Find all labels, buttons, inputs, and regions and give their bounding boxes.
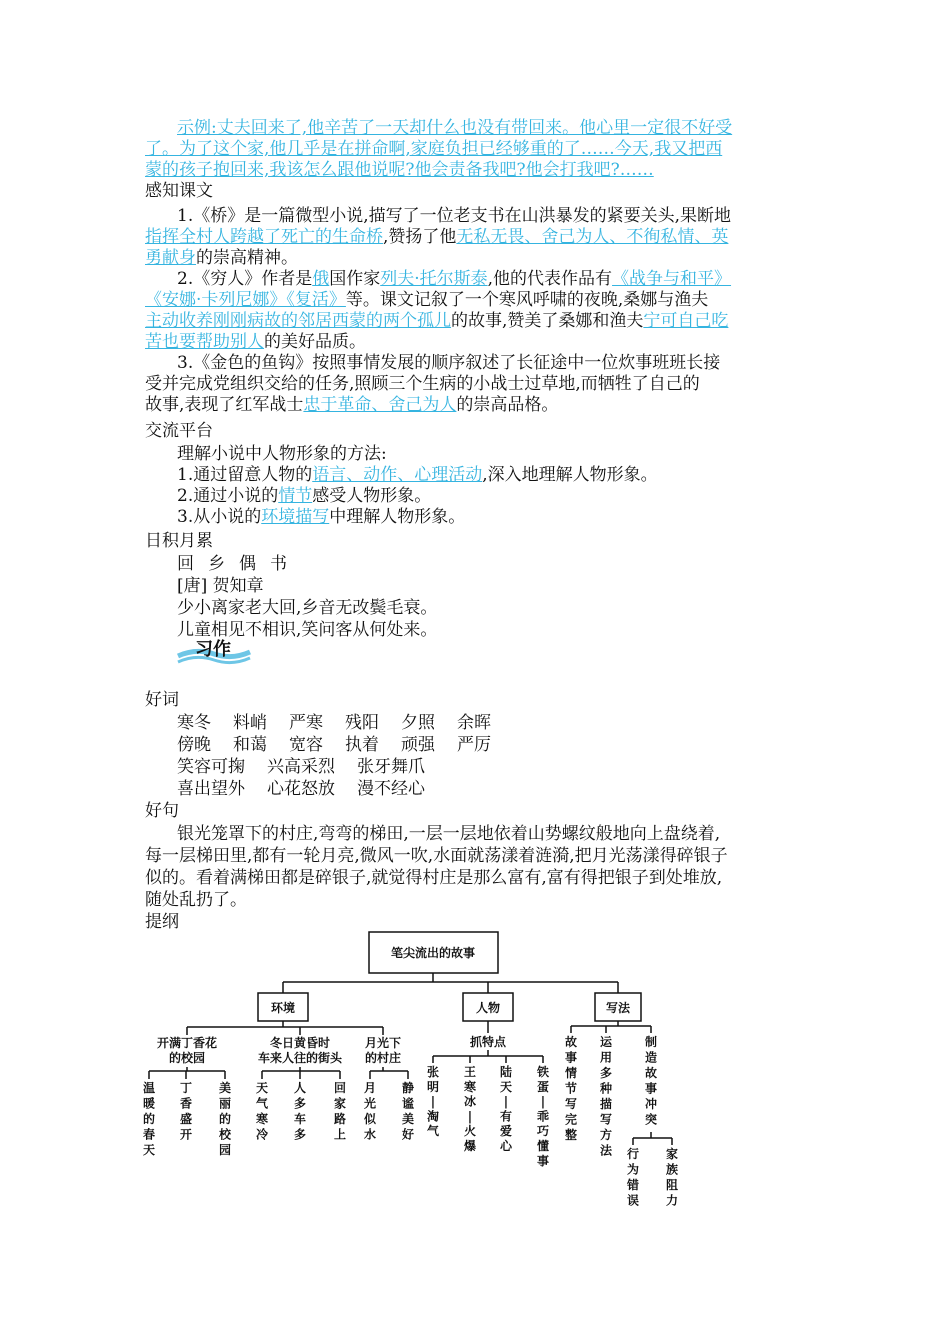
text: 的故事,赞美了桑娜和渔夫 [451,311,644,331]
poem-title-char: 偶 [239,554,256,574]
good-sentence-heading: 好句 [145,801,179,821]
env-leaf-1-2: 丁香盛开 [179,1081,193,1142]
text: 1.通过留意人物的 [177,465,313,485]
text: 2.《穷人》作者是 [177,269,313,289]
answer: 语言、动作、心理活动 [312,465,483,485]
env-leaf-2-3: 回家路上 [333,1081,347,1142]
text: 3.《金色的鱼钩》按照事情发展的顺序叙述了长征途中一位炊事班班长接 [177,353,721,373]
perceive-heading: 感知课文 [145,181,213,201]
good-sentence-line-4: 随处乱扔了。 [145,890,247,910]
composition-banner-title: 习作 [195,639,231,660]
env-leaf-3-2: 静谧美好 [401,1081,415,1142]
text: 的美好品质。 [264,332,366,352]
char-leaf-4: 铁蛋|乖巧懂事 [536,1065,550,1168]
env-leaf-2-2: 人多车多 [293,1081,307,1142]
poem-author: [唐] 贺知章 [177,576,264,596]
answer: 《战争与和平》 [612,269,732,289]
poem-line-2: 儿童相见不相识,笑问客从何处来。 [177,620,438,640]
answer: 列夫·托尔斯泰 [380,269,488,289]
answer: 勇献身 [145,248,196,268]
poem-title-char: 乡 [208,554,225,574]
word: 残阳 [345,713,379,733]
write-sub-2: 运用多种描写方法 [599,1035,613,1158]
word: 夕照 [401,713,435,733]
example-text-2: 了。为了这个家,他几乎是在拼命啊,家庭负担已经够重的了……今天,我又把西 [145,139,723,159]
answer: 宁可自己吃 [643,311,729,331]
word: 和蔼 [233,735,267,755]
env-leaf-1-3: 美丽的校园 [218,1081,232,1157]
poem-line-1: 少小离家老大回,乡音无改鬓毛衰。 [177,598,438,618]
example-text-3: 蒙的孩子抱回来,我该怎么跟他说呢?他会责备我吧?他会打我吧?…… [145,160,654,180]
outline-heading: 提纲 [145,912,179,932]
answer: 环境描写 [261,507,330,527]
word: 宽容 [289,735,323,755]
poem-title-char: 书 [270,554,287,574]
env-label: 环境 [270,1001,296,1015]
word: 喜出望外 [177,779,245,799]
write-sub-1: 故事情节写完整 [564,1035,578,1142]
answer: 指挥全村人跨越了死亡的生命桥 [145,227,383,247]
text: ,他的代表作品有 [487,269,613,289]
text: 3.从小说的 [177,507,262,527]
env-leaf-1-1: 温暖的春天 [142,1081,156,1157]
word: 顽强 [401,735,435,755]
answer: 忠于革命、舍己为人 [303,395,457,415]
char-leaf-1: 张明|淘气 [426,1065,440,1139]
good-sentence-line-2: 每一层梯田里,都有一轮月亮,微风一吹,水面就荡漾着涟漪,把月光荡漾得碎银子 [145,846,728,866]
char-label: 人物 [475,1001,501,1015]
word: 笑容可掬 [177,757,245,777]
answer: 苦也要帮助别人 [145,332,264,352]
example-text-1: 示例:丈夫回来了,他辛苦了一天却什么也没有带回来。他心里一定很不好受 [177,118,733,138]
answer: 无私无畏、舍己为人、不徇私情、英 [456,227,729,247]
word: 寒冬 [177,713,211,733]
char-sub-label: 抓特点 [469,1035,507,1049]
root-label: 笔尖流出的故事 [390,946,476,960]
env-sub1-line2: 的校园 [168,1051,206,1065]
text: 国作家 [329,269,381,289]
word: 料峭 [233,713,267,733]
text: 的崇高精神。 [196,248,298,268]
word: 心花怒放 [267,779,335,799]
env-leaf-2-1: 天气寒冷 [255,1081,269,1142]
text: ,赞扬了他 [383,227,457,247]
good-words-heading: 好词 [145,690,179,710]
env-leaf-3-1: 月光似水 [363,1081,377,1142]
word: 执着 [345,735,379,755]
answer: 主动收养刚刚病故的邻居西蒙的两个孤儿 [145,311,451,331]
good-sentence-line-3: 似的。看着满梯田都是碎银子,就觉得村庄是那么富有,富有得把银子到处堆放, [145,868,723,888]
word: 严厉 [457,735,491,755]
word: 兴高采烈 [267,757,335,777]
env-sub3-line2: 的村庄 [364,1051,402,1065]
word: 傍晚 [177,735,211,755]
poem-title-char: 回 [177,554,194,574]
char-leaf-2: 王寒冰|火爆 [463,1065,477,1153]
text: ,深入地理解人物形象。 [482,465,658,485]
word: 严寒 [289,713,323,733]
daily-heading: 日积月累 [145,531,213,551]
good-sentence-line-1: 银光笼罩下的村庄,弯弯的梯田,一层一层地依着山势螺纹般地向上盘绕着, [177,824,721,844]
env-sub1-line1: 开满丁香花 [156,1036,218,1050]
text: 的崇高品格。 [456,395,559,415]
write-label: 写法 [605,1001,631,1015]
word: 张牙舞爪 [357,757,425,777]
text: 故事,表现了红军战士 [145,395,304,415]
word: 余晖 [457,713,491,733]
word: 漫不经心 [357,779,425,799]
text: 受并完成党组织交给的任务,照顾三个生病的小战士过草地,而牺牲了自己的 [145,374,700,394]
answer: 俄 [312,269,330,289]
char-leaf-3: 陆天|有爱心 [499,1065,513,1153]
answer: 《安娜·卡列尼娜》《复活》 [145,290,346,310]
env-sub2-line2: 车来人往的街头 [257,1051,343,1065]
write-sub-3: 制造故事冲突 [644,1035,658,1127]
exchange-intro: 理解小说中人物形象的方法: [177,444,387,464]
write-leaf-2: 家族阻力 [665,1147,679,1208]
write-leaf-1: 行为错误 [626,1147,640,1208]
text: 1.《桥》是一篇微型小说,描写了一位老支书在山洪暴发的紧要关头,果断地 [177,206,732,226]
env-sub3-line1: 月光下 [364,1036,402,1050]
text: 等。课文记叙了一个寒风呼啸的夜晚,桑娜与渔夫 [345,290,709,310]
exchange-heading: 交流平台 [145,421,213,441]
answer: 情节 [278,486,313,506]
text: 中理解人物形象。 [329,507,466,527]
env-sub2-line1: 冬日黄昏时 [269,1036,331,1050]
text: 2.通过小说的 [177,486,279,506]
text: 感受人物形象。 [312,486,432,506]
